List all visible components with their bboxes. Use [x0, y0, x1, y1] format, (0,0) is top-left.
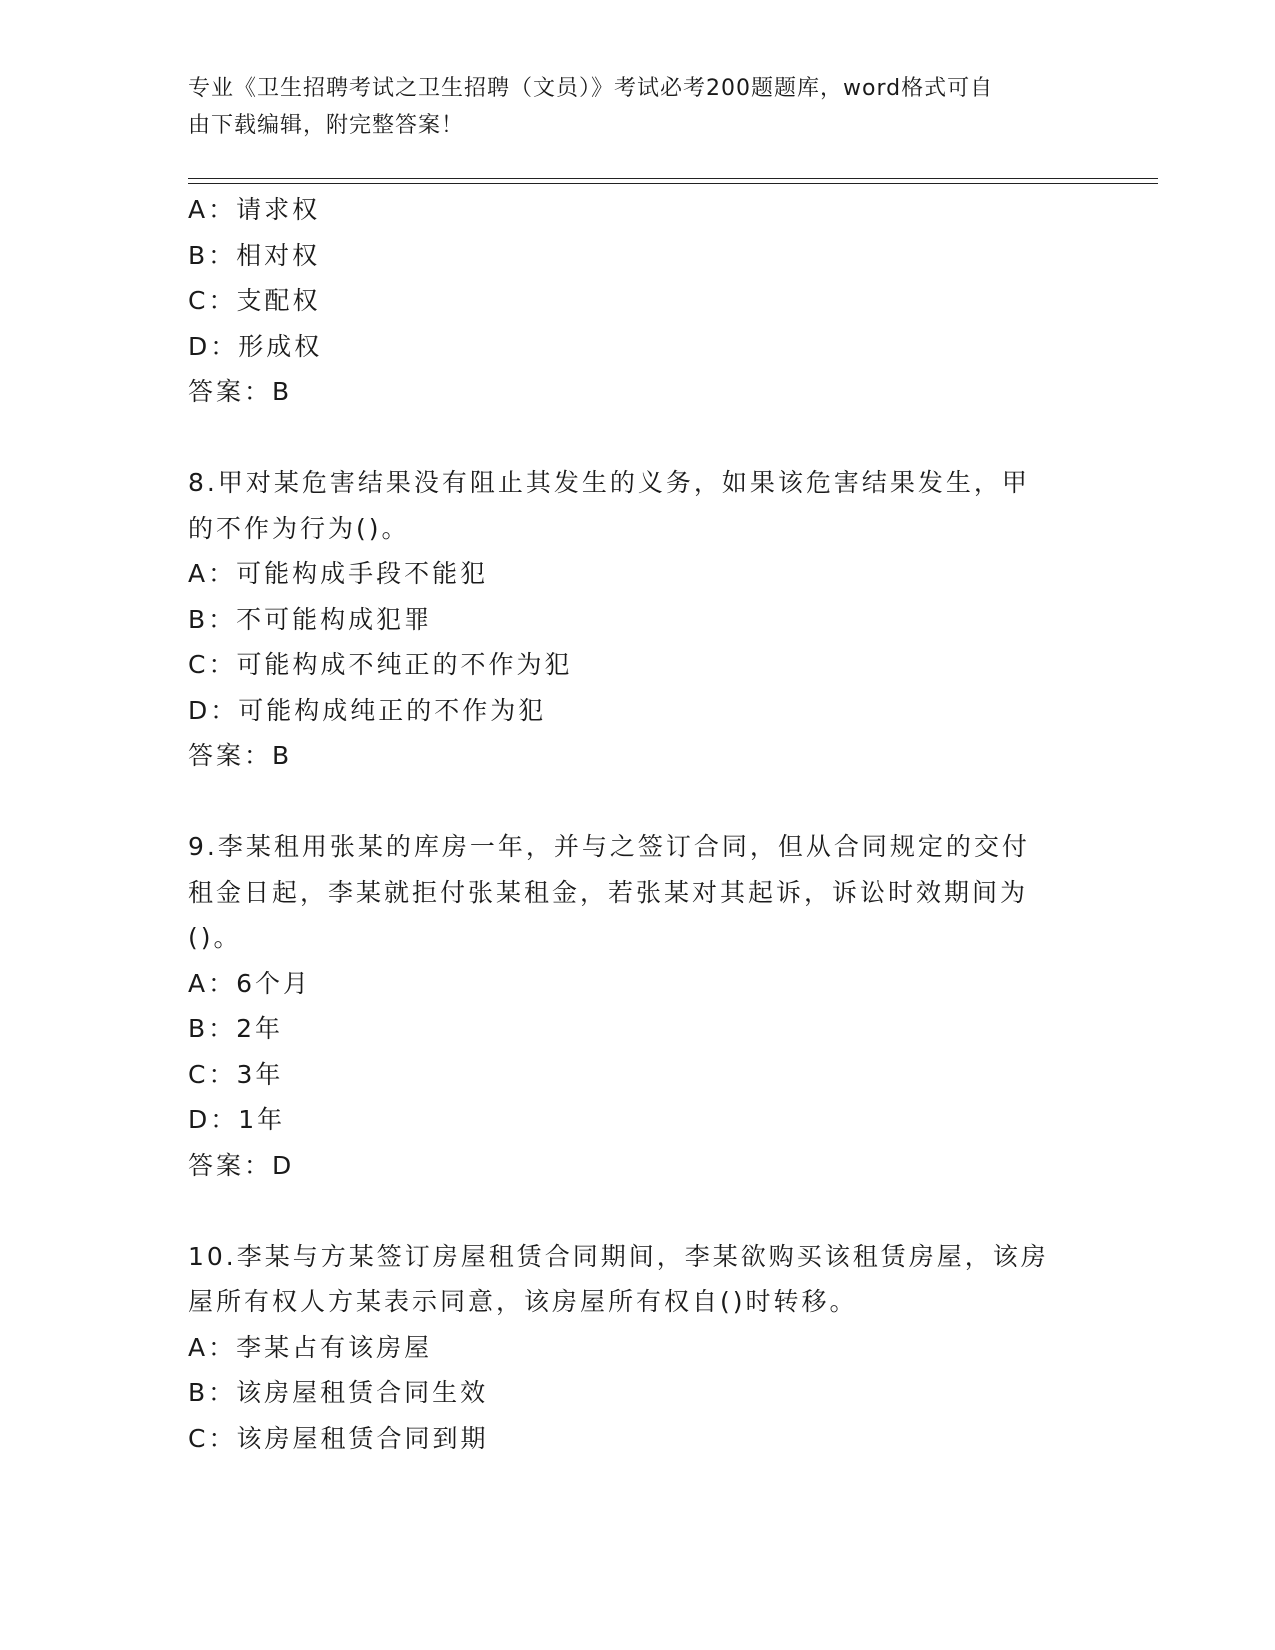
answer: 答案：B [188, 377, 293, 406]
header-rule-bottom [188, 183, 1158, 184]
option-b: B：2年 [188, 1014, 284, 1043]
document-header [188, 70, 1068, 144]
answer: 答案：D [188, 1150, 295, 1180]
option-d: D：形成权 [188, 331, 323, 361]
document-body [188, 187, 1088, 1461]
header-line-2: 由下载编辑，附完整答案！ [188, 113, 465, 138]
option-c: C：可能构成不纯正的不作为犯 [188, 650, 573, 679]
option-c: C：3年 [188, 1059, 284, 1089]
spacer [188, 415, 1088, 461]
question-8 [188, 460, 1088, 779]
option-c: C：该房屋租赁合同到期 [188, 1423, 489, 1453]
header-line-1: 专业《卫生招聘考试之卫生招聘（文员）》考试必考200题题库，word格式可自 [188, 76, 994, 101]
question-10 [188, 1234, 1088, 1462]
option-d: D：1年 [188, 1105, 286, 1134]
question-stem-line: 的不作为行为()。 [188, 513, 410, 543]
option-b: B：该房屋租赁合同生效 [188, 1378, 489, 1407]
option-d: D：可能构成纯正的不作为犯 [188, 695, 547, 725]
question-stem-line: 8.甲对某危害结果没有阻止其发生的义务，如果该危害结果发生，甲 [188, 468, 1030, 497]
spacer [188, 779, 1088, 825]
option-a: A：请求权 [188, 195, 321, 224]
question-stem-line: 10.李某与方某签订房屋租赁合同期间，李某欲购买该租赁房屋，该房 [188, 1241, 1049, 1271]
option-a: A：李某占有该房屋 [188, 1332, 433, 1362]
spacer [188, 1188, 1088, 1234]
question-9 [188, 824, 1088, 1188]
option-c: C：支配权 [188, 286, 321, 315]
header-rule-top [188, 178, 1158, 179]
question-stem-line: 9.李某租用张某的库房一年，并与之签订合同，但从合同规定的交付 [188, 832, 1030, 861]
question-stem-line: 租金日起，李某就拒付张某租金，若张某对其起诉，诉讼时效期间为 [188, 877, 1029, 907]
answer: 答案：B [188, 741, 293, 770]
question-stem-line: ()。 [188, 923, 242, 952]
option-b: B：相对权 [188, 240, 321, 270]
option-b: B：不可能构成犯罪 [188, 604, 433, 634]
option-a: A：可能构成手段不能犯 [188, 559, 489, 588]
question-7 [188, 187, 1088, 415]
question-stem-line: 屋所有权人方某表示同意，该房屋所有权自()时转移。 [188, 1287, 858, 1316]
option-a: A：6个月 [188, 968, 312, 998]
